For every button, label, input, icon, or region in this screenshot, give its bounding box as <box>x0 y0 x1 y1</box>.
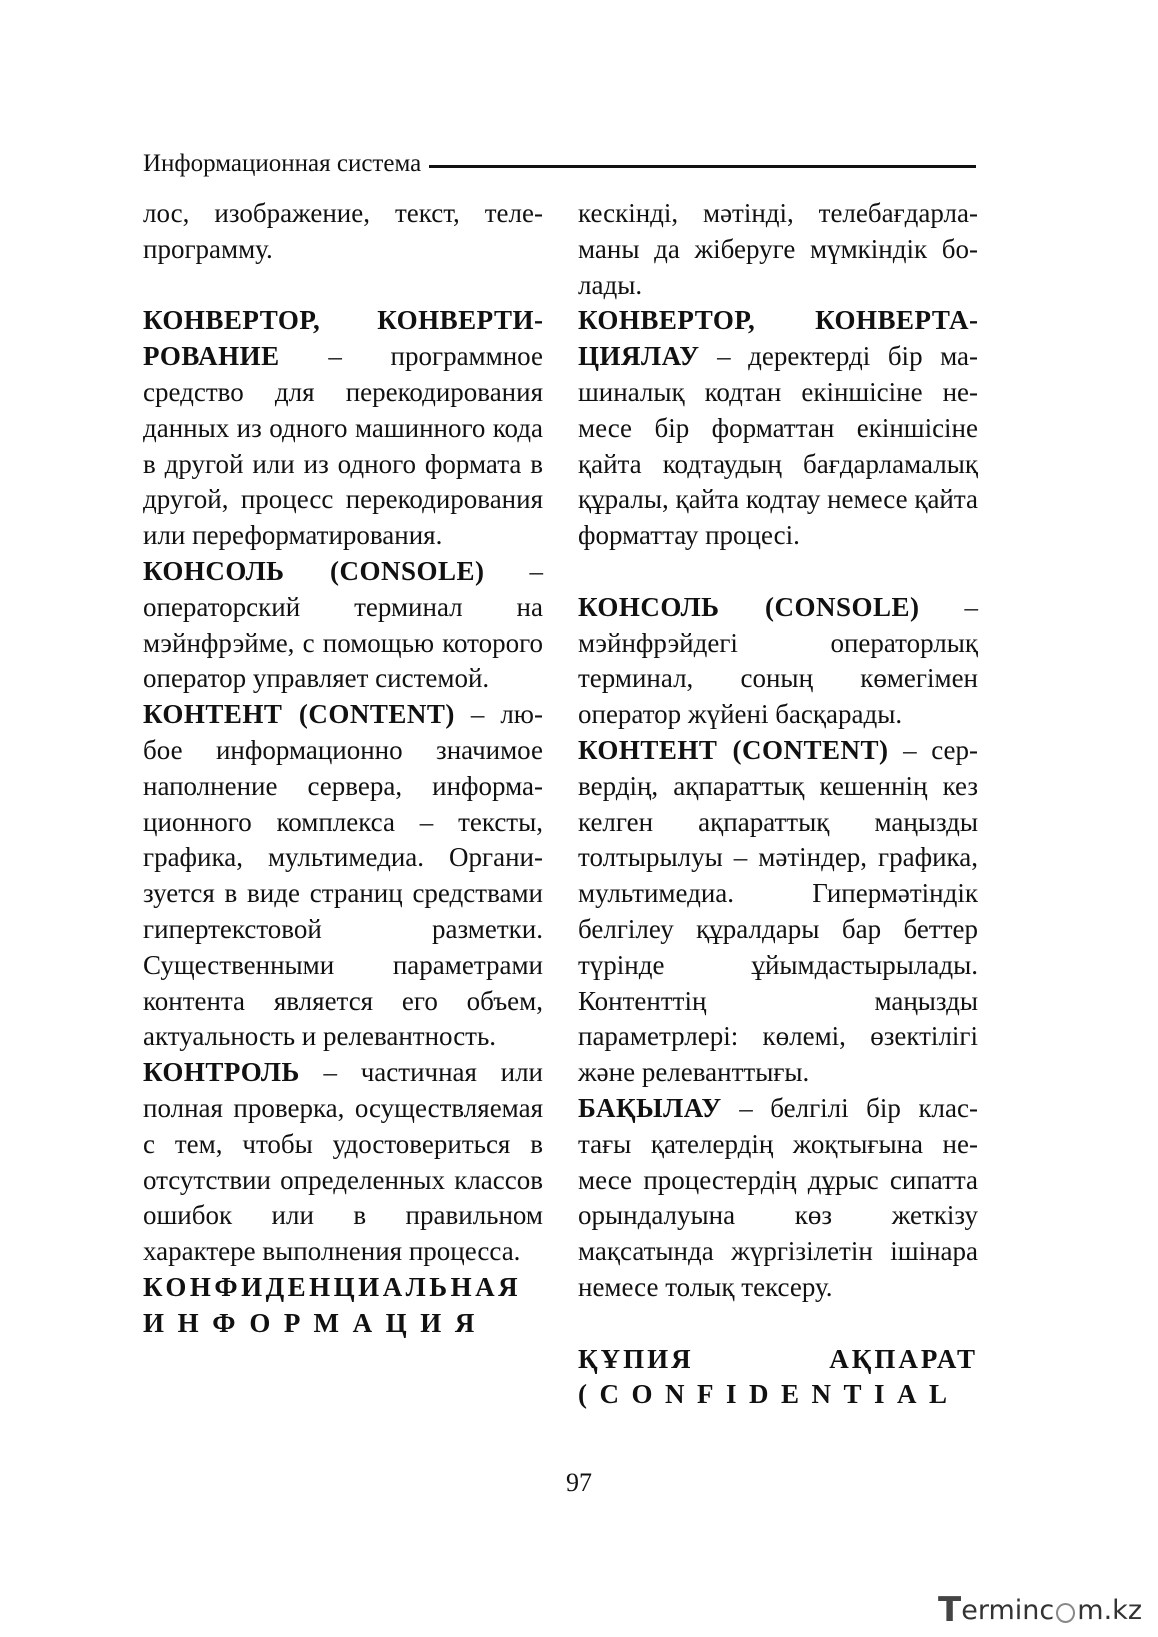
entry-converter <box>578 303 978 554</box>
entry-term: КОНТЕНТ (CONTENT) <box>143 699 455 730</box>
entry-definition: – операторский терминал на мэйнфрэйме, с помощью которого оператор управляет системой. <box>143 555 543 694</box>
watermark-text-1: erminc <box>961 1594 1055 1626</box>
entry-control <box>578 1091 978 1306</box>
entry-confidential-line2: ИНФОРМАЦИЯ <box>143 1307 488 1338</box>
entry-term: КОНТРОЛЬ <box>143 1057 300 1088</box>
entry-confidential-line2: (CONFIDENTIAL <box>578 1379 960 1410</box>
spacer <box>578 554 978 590</box>
entry-confidential-line1: КОНФИДЕНЦИАЛЬНАЯ <box>143 1271 522 1302</box>
entry-definition: – сервердің, ақпараттық кешеннің кез келген ақпараттық маңызды толтырылуы – мәтіндер, графика, мультимедиа. Гипермәтіндік белгілеу құралдары бар беттер түрінде ұйымдастырылады. Контенттің маңызды параметрлері: көлемі, өзектілігі және релеванттығы. <box>578 734 978 1088</box>
header-title: Информационная система <box>143 150 422 177</box>
entry-definition: – любое информационно значимое наполнение сервера, информационного комплекса – тексты, графика, мультимедиа. Организуется в виде страниц средствами гипертекстовой разметки. Существенными параметрами контента является его объем, актуальность и релевантность. <box>143 699 543 1052</box>
entry-console <box>578 590 978 733</box>
entry-definition: – белгілі бір кластағы қателердің жоқтығына немесе процестердің дұрыс сипатта орындалуына көз жеткізу мақсатында жүргізілетін ішінара немесе толық тексеру. <box>578 1092 978 1302</box>
entry-definition: – частичная или полная проверка, осуществляемая с тем, чтобы удостовериться в отсутствии определенных классов ошибок или в правильном характере выполнения процесса. <box>143 1057 543 1267</box>
entry-content <box>578 733 978 1091</box>
entry-term: БАҚЫЛАУ <box>578 1092 722 1123</box>
entry-definition: – программное средство для перекодирования данных из одного машинного кода в другой или из одного формата в другой, процесс перекодирования или переформатирования. <box>143 341 543 551</box>
continued-text: кескінді, мәтінді, телебағдарламаны да жіберуге мүмкіндік болады. <box>578 198 978 300</box>
entry-term: КОНВЕРТОР, КОНВЕРТАЦИЯЛАУ <box>578 305 978 372</box>
magnifier-icon <box>1056 1603 1075 1623</box>
header-rule <box>429 165 976 168</box>
entry-content <box>143 697 543 1055</box>
entry-console <box>143 554 543 697</box>
entry-definition: – деректерді бір машиналық кодтан екіншісіне немесе бір форматтан екіншісіне қайта кодтаудың бағдарламалық құралы, қайта кодтау немесе қайта форматтау процесі. <box>578 341 978 551</box>
spacer <box>143 268 543 304</box>
left-column-russian <box>143 196 543 1342</box>
right-column-kazakh <box>578 196 978 1413</box>
entry-confidential-line1: ҚҰПИЯ АҚПАРАТ <box>578 1343 978 1374</box>
entry-term: КОНВЕРТОР, КОНВЕРТИРОВАНИЕ <box>143 305 543 372</box>
page-number: 97 <box>566 1468 592 1497</box>
watermark-t: T <box>938 1590 962 1630</box>
entry-converter <box>143 303 543 554</box>
entry-definition: – мэйнфрэйдегі операторлық терминал, соның көмегімен оператор жүйені басқарады. <box>578 591 978 730</box>
continued-text: лос, изображение, текст, телепрограмму. <box>143 198 543 264</box>
spacer <box>578 1306 978 1342</box>
entry-control <box>143 1055 543 1270</box>
entry-term: КОНСОЛЬ (CONSOLE) <box>578 591 920 622</box>
entry-term: КОНТЕНТ (CONTENT) <box>578 734 889 765</box>
terminkom-watermark-logo <box>938 1590 1142 1630</box>
running-header <box>143 146 976 182</box>
watermark-text-2: m.kz <box>1077 1594 1142 1626</box>
entry-term: КОНСОЛЬ (CONSOLE) <box>143 555 485 586</box>
